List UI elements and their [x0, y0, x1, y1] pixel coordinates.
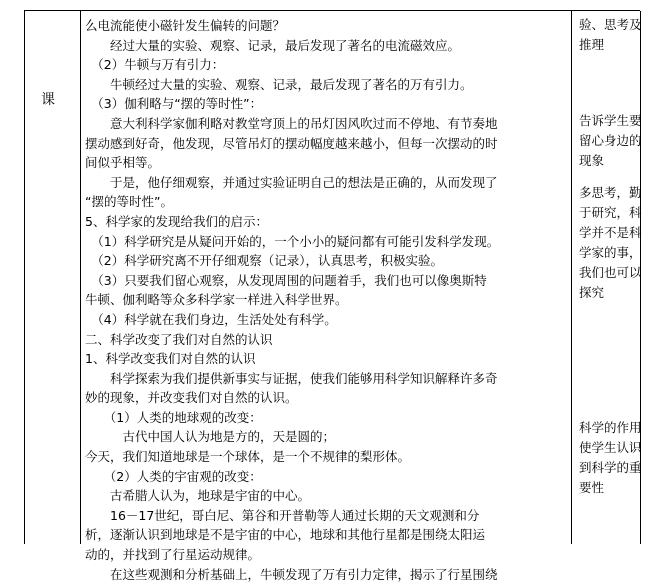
side-note-line: 验、思考及: [579, 17, 642, 32]
label-column: [25, 11, 81, 544]
side-note-line: 科学的作用: [579, 420, 642, 435]
notes-column: [572, 11, 641, 544]
side-note-line: 要性: [579, 480, 605, 495]
text-line: 二、科学改变了我们对自然的认识: [85, 331, 273, 347]
text-line: 么电流能使小磁针发生偏转的问题？: [85, 18, 286, 33]
text-line: 在这些观测和分析基础上，牛顿发现了万有引力定律，揭示了行星围绕: [85, 566, 498, 582]
side-note: [579, 15, 642, 55]
text-line: 今天，我们知道地球是一个球体，是一个不规律的梨形体。: [85, 449, 411, 465]
lesson-table: [24, 10, 642, 582]
text-line: 科学探索为我们提供新事实与证据，使我们能够用科学知识解释许多奇: [85, 370, 498, 386]
main-text: [85, 16, 565, 584]
text-line: （4）科学就在我们身边，生活处处有科学。: [85, 311, 337, 327]
side-note-line: 于研究，科: [579, 205, 642, 220]
text-line: 意大利科学家伽利略对教堂穹顶上的吊灯因风吹过而不停地、有节奏地: [85, 115, 498, 131]
text-line: 5、科学家的发现给我们的启示：: [85, 213, 268, 229]
side-note: [579, 111, 642, 171]
text-line: 古代中国人认为地是方的，天是圆的；: [85, 429, 336, 445]
text-line: “摆的等时性”。: [85, 194, 173, 210]
side-note-line: 学家的事，: [579, 245, 642, 260]
side-note-line: 多思考，勤: [579, 185, 642, 200]
side-note-line: 现象: [579, 153, 605, 168]
text-line: 古希腊人认为，地球是宇宙的中心。: [85, 488, 311, 504]
text-line: 间似乎相等。: [85, 155, 161, 171]
side-note: [579, 183, 642, 303]
text-line: （1）人类的地球观的改变：: [85, 409, 262, 425]
text-line: 妙的现象，并改变我们对自然的认识。: [85, 390, 298, 406]
text-line: 摆动感到好奇，他发现，尽管吊灯的摆动幅度越来越小，但每一次摆动的时: [85, 135, 498, 151]
side-note-line: 学并不是科: [579, 225, 642, 240]
text-line: （2）牛顿与万有引力：: [85, 57, 225, 73]
text-line: （2）科学研究离不开仔细观察（记录），认真思考，积极实验。: [85, 253, 443, 269]
text-line: （3）伽利略与“摆的等时性”：: [85, 96, 263, 112]
text-line: 析，逐渐认识到地球是不是宇宙的中心，地球和其他行星都是围绕太阳运: [85, 527, 486, 543]
text-line: 牛顿经过大量的实验、观察、记录，最后发现了著名的万有引力。: [85, 76, 473, 92]
content-column: [81, 11, 572, 582]
text-line: 牛顿、伽利略等众多科学家一样进入科学世界。: [85, 292, 348, 308]
text-line: 于是，他仔细观察，并通过实验证明自己的想法是正确的，从而发现了: [85, 174, 498, 190]
side-note-line: 探究: [579, 285, 605, 300]
text-line: （2）人类的宇宙观的改变：: [85, 468, 262, 484]
text-line: 16－17世纪，哥白尼、第谷和开普勒等人通过长期的天文观测和分: [85, 507, 480, 523]
side-note-line: 我们也可以: [579, 265, 642, 280]
text-line: 1、科学改变我们对自然的认识: [85, 351, 256, 367]
text-line: 动的，并找到了行星运动规律。: [85, 547, 261, 563]
side-note-line: 告诉学生要: [579, 113, 642, 128]
row-label: 课: [41, 92, 55, 108]
text-line: （1）科学研究是从疑问开始的，一个小小的疑问都有可能引发科学发现。: [85, 233, 500, 249]
side-note-line: 推理: [579, 37, 605, 52]
side-note-line: 使学生认识: [579, 440, 642, 455]
text-line: 经过大量的实验、观察、记录，最后发现了著名的电流磁效应。: [85, 37, 461, 53]
side-note-line: 到科学的重: [579, 460, 642, 475]
side-note-line: 留心身边的: [579, 133, 642, 148]
text-line: （3）只要我们留心观察，从发现周围的问题着手，我们也可以像奥斯特: [85, 272, 487, 288]
side-note: [579, 418, 642, 498]
